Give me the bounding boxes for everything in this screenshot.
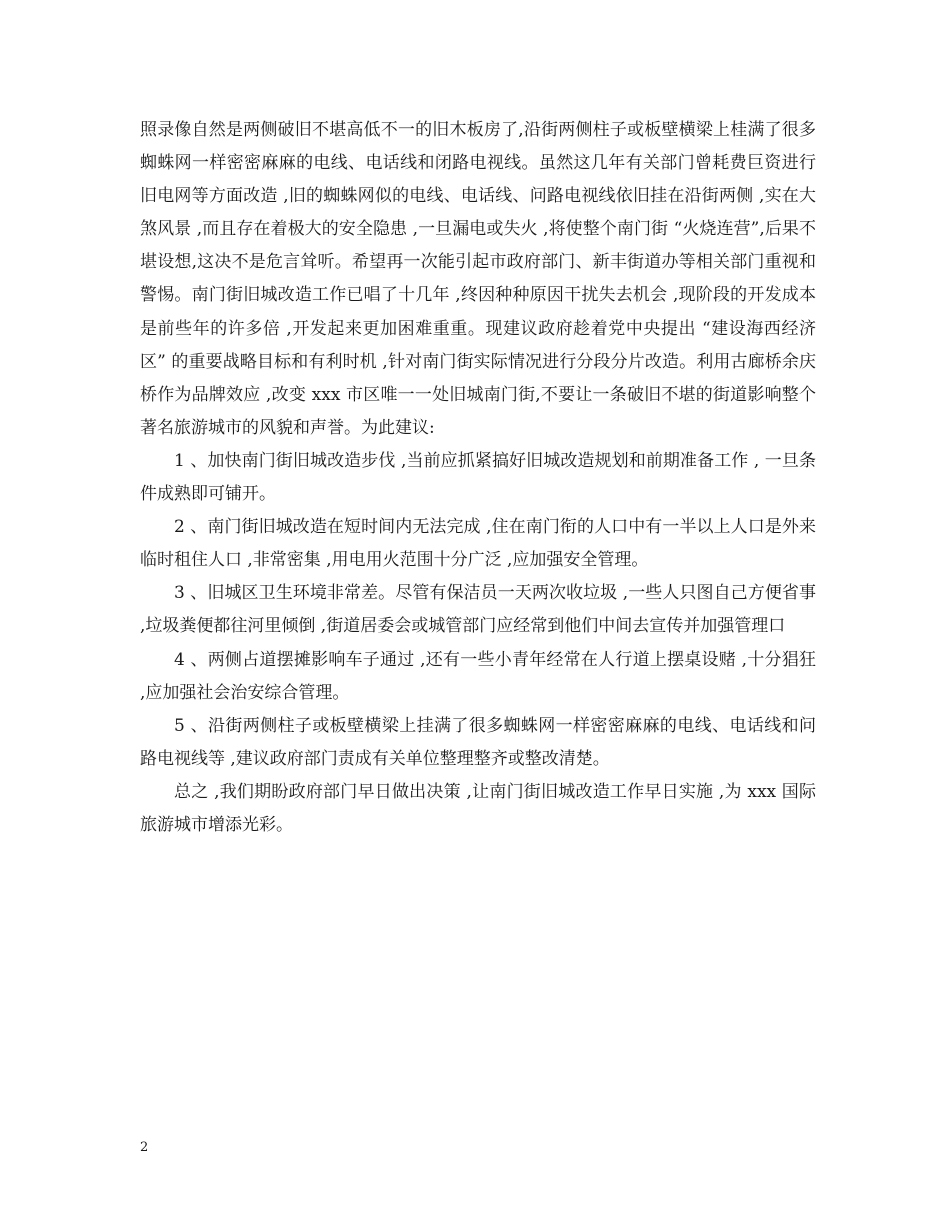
paragraph-suggestion-5: 5 、沿街两侧柱子或板壁横梁上挂满了很多蜘蛛网一样密密麻麻的电线、电话线和问路电视线等 ,建议政府部门责成有关单位整理整齐或整改清楚。 (140, 715, 816, 769)
paragraph-suggestion-1: 1 、加快南门街旧城改造步伐 ,当前应抓紧搞好旧城改造规划和前期准备工作 , 一旦条件成熟即可铺开。 (140, 450, 816, 505)
paragraph-continuation: 照录像自然是两侧破旧不堪高低不一的旧木板房了,沿街两侧柱子或板壁横梁上桂满了很多蜘蛛网一样密密麻麻的电线、电话线和闭路电视线。虽然这几年有关部门曾耗费巨资进行旧电网等方面改造 ,旧的蜘蛛网似的电线、电话线、问路电视线依旧挂在沿街两侧 ,实在大煞风景 ,而且存在着极大的安全隐患 ,一旦漏电或失火 ,将使整个南门街 “火烧连营”,后果不堪设想,这决不是危言耸听。希望再一次能引起市政府部门、新丰街道办等相关部门重视和警惕。南门街旧城改造工作已唱了十几年 ,终因种种原因干扰失去机会 ,现阶段的开发成本是前些年的许多倍 ,开发起来更加困难重重。现建议政府趁着党中央提出 “建设海西经济区” 的重要战略目标和有利时机 ,针对南门街实际情况进行分段分片改造。利用古廊桥余庆桥作为品牌效应 ,改变 xxx 市区唯一一处旧城南门街,不要让一条破旧不堪的街道影响整个著名旅游城市的风貌和声誉。为此建议: (140, 120, 816, 438)
paragraph-suggestion-3: 3 、旧城区卫生环境非常差。尽管有保洁员一天两次收垃圾 ,一些人只图自己方便省事 ,垃圾粪便都往河里倾倒 ,街道居委会或城管部门应经常到他们中间去宣传并加强管理口 (140, 583, 816, 637)
document-body (140, 114, 816, 842)
page-number: 2 (140, 1140, 149, 1155)
paragraph-conclusion: 总之 ,我们期盼政府部门早日做出决策 ,让南门街旧城改造工作早日实施 ,为 xxx 国际旅游城市增添光彩。 (140, 781, 816, 835)
paragraph-suggestion-4: 4 、两侧占道摆摊影响车子通过 ,还有一些小青年经常在人行道上摆桌设赌 ,十分猖狂 ,应加强社会治安综合管理。 (140, 649, 816, 703)
paragraph-suggestion-2: 2 、南门街旧城改造在短时间内无法完成 ,住在南门衔的人口中有一半以上人口是外来临时租住人口 ,非常密集 ,用电用火范围十分广泛 ,应加强安全管理。 (140, 517, 816, 571)
